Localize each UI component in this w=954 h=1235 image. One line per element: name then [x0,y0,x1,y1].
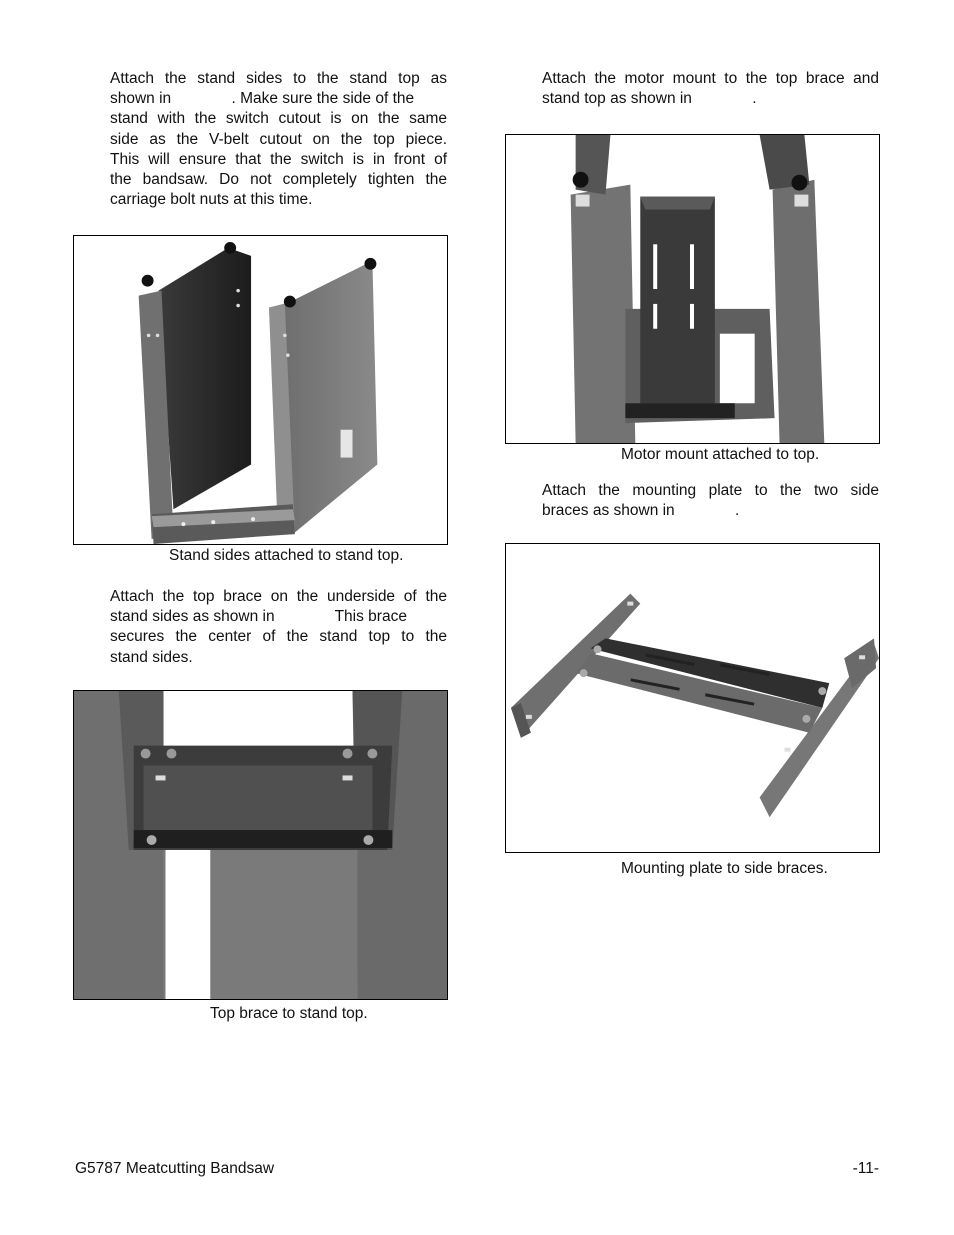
text-line: secures the center of the stand top to the [110,628,447,646]
text-line: stand sides. [110,648,193,666]
figure-caption: Top brace to stand top. [210,1005,368,1022]
text-line: stand sides as shown in This brace [110,608,407,626]
text-line: Attach the top brace on the underside of the [110,588,447,605]
figure-motor-mount-photo [505,134,880,444]
step2-paragraph [110,587,447,668]
figure-caption: Stand sides attached to stand top. [169,547,404,564]
text-line: the bandsaw. Do not completely tighten the [110,171,447,189]
figure-caption: Mounting plate to side braces. [621,860,828,877]
text-line: Attach the mounting plate to the two side [542,482,879,499]
footer-manual-title: G5787 Meatcutting Bandsaw [75,1160,275,1177]
text-line: Attach the stand sides to the stand top as [110,70,447,87]
step4-paragraph [542,481,879,521]
text-line: carriage bolt nuts at this time. [110,191,313,209]
figure-caption: Motor mount attached to top. [621,446,820,463]
text-line: Attach the motor mount to the top brace and [542,70,879,87]
footer-page-number: -11- [852,1160,879,1177]
step3-paragraph [542,69,879,109]
text-line: stand top as shown in . [542,90,757,108]
text-line: braces as shown in . [542,502,740,520]
figure-mounting-plate-photo [505,543,880,853]
text-line: side as the V-belt cutout on the top piece. [110,130,447,148]
text-line: stand with the switch cutout is on the same [110,110,447,128]
step1-paragraph [110,69,447,210]
figure-stand-sides-photo [73,235,448,545]
text-line: This will ensure that the switch is in front of [110,150,447,168]
figure-top-brace-photo [73,690,448,1000]
text-line: shown in . Make sure the side of the [110,90,415,108]
